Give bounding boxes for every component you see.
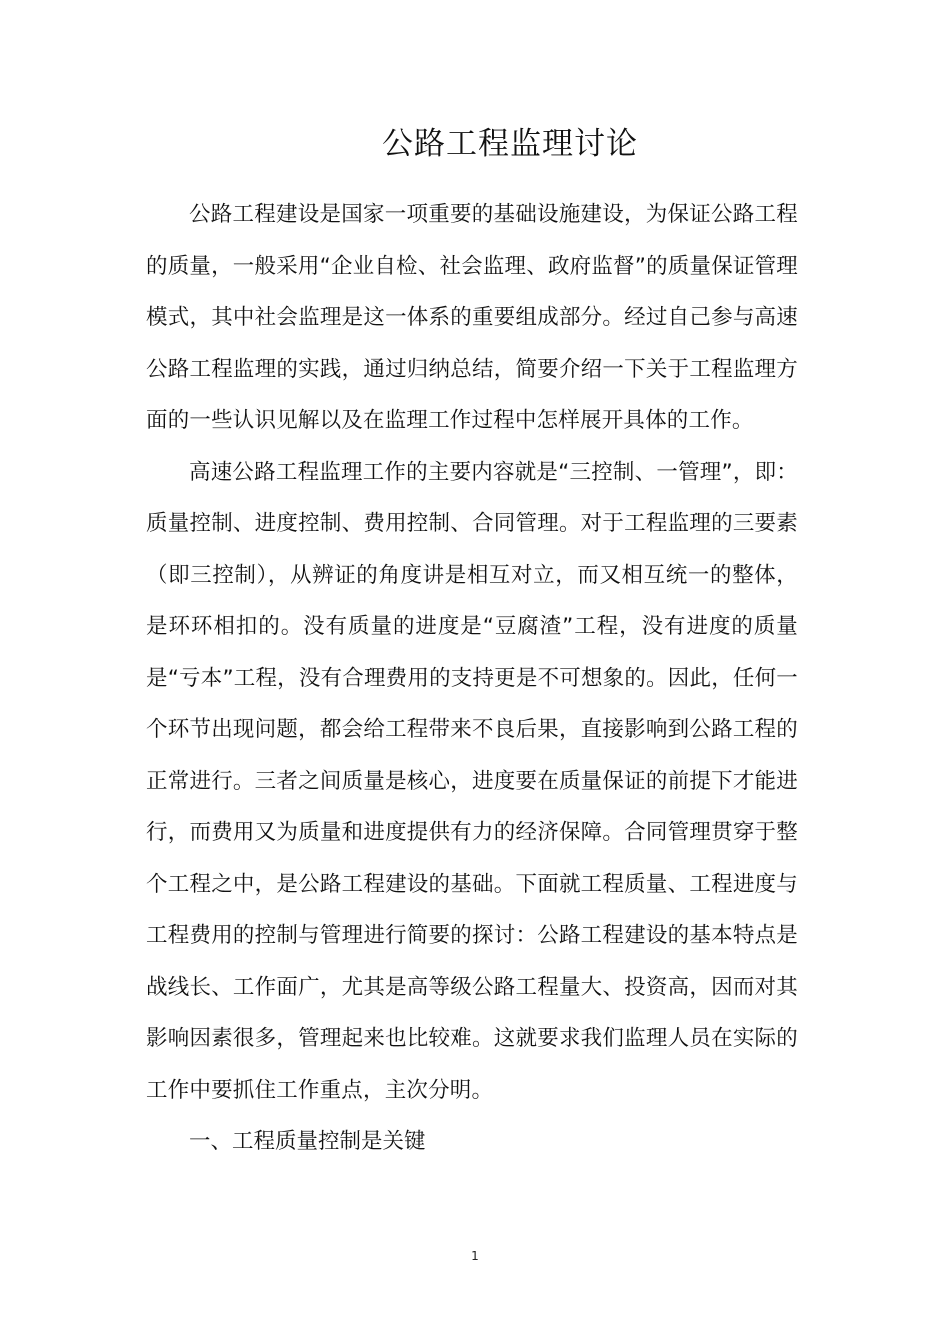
document-title: 公路工程监理讨论 [382, 126, 638, 162]
paragraph-intro: 公路工程建设是国家一项重要的基础设施建设，为保证公路工程的质量，一般采用“企业自检、社会监理、政府监督”的质量保证管理模式，其中社会监理是这一体系的重要组成部分。经过自己参与高速公路工程监理的实践，通过归纳总结，简要介绍一下关于工程监理方面的一些认识见解以及在监理工作过程中怎样展开具体的工作。 [146, 202, 798, 433]
paragraph-three-controls: 高速公路工程监理工作的主要内容就是“三控制、一管理”，即：质量控制、进度控制、费用控制、合同管理。对于工程监理的三要素（即三控制），从辨证的角度讲是相互对立，而又相互统一的整体，是环环相扣的。没有质量的进度是“豆腐渣”工程，没有进度的质量是“亏本”工程，没有合理费用的支持更是不可想象的。因此，任何一个环节出现问题，都会给工程带来不良后果，直接影响到公路工程的正常进行。三者之间质量是核心，进度要在质量保证的前提下才能进行，而费用又为质量和进度提供有力的经济保障。合同管理贯穿于整个工程之中，是公路工程建设的基础。下面就工程质量、工程进度与工程费用的控制与管理进行简要的探讨：公路工程建设的基本特点是战线长、工作面广，尤其是高等级公路工程量大、投资高，因而对其影响因素很多，管理起来也比较难。这就要求我们监理人员在实际的工作中要抓住工作重点，主次分明。 [146, 459, 798, 1103]
section-heading-quality-control: 一、工程质量控制是关键 [189, 1129, 426, 1154]
page-number: 1 [471, 1249, 479, 1263]
document-body [146, 189, 798, 1168]
